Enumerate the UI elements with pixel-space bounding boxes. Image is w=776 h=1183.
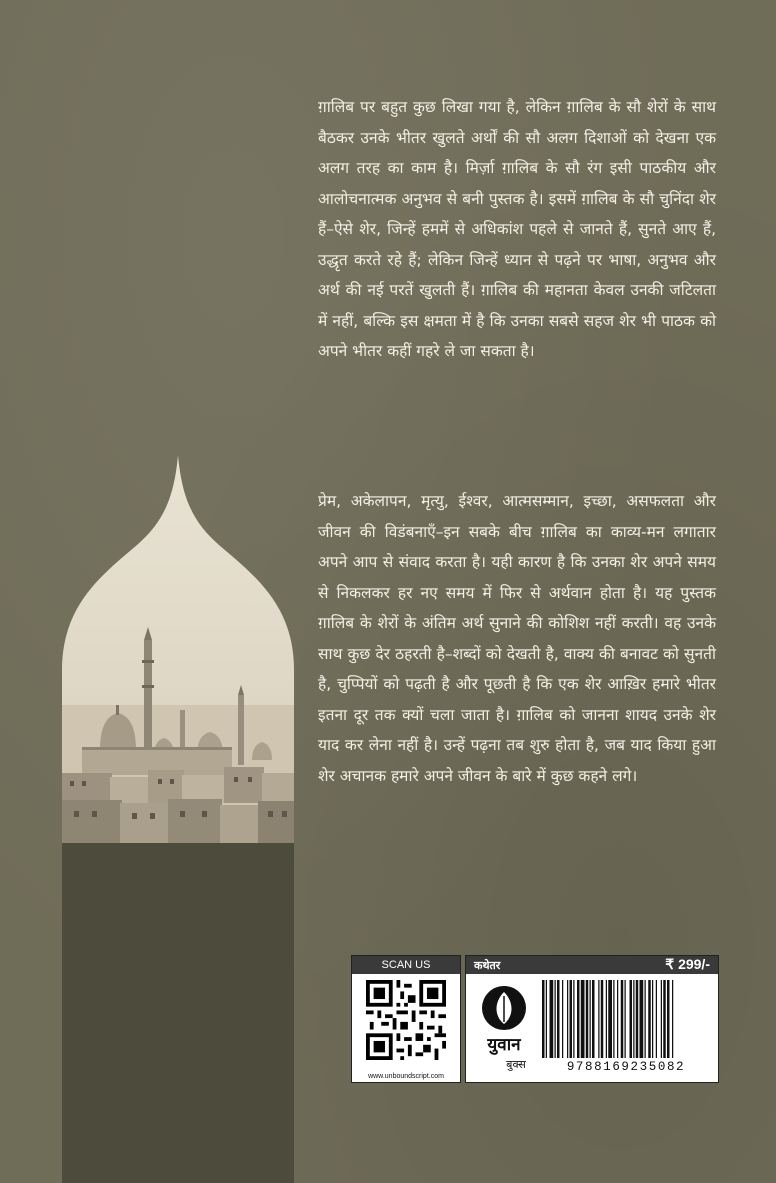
isbn-header <box>466 956 718 974</box>
publisher-logo <box>472 982 536 1078</box>
publisher-subname: बुक्स <box>506 1058 526 1071</box>
qr-code-box <box>351 955 461 1083</box>
isbn-barcode-box <box>465 955 719 1083</box>
qr-code-icon <box>366 980 446 1060</box>
website-url: www.unboundscript.com <box>368 1073 444 1080</box>
price-label: ₹ 299/- <box>665 956 710 972</box>
isbn-number: 9788169235082 <box>566 1060 686 1074</box>
scan-us-label: SCAN US <box>352 956 460 974</box>
barcode-icon <box>540 980 712 1060</box>
arch-city-illustration <box>62 455 294 845</box>
description-paragraph-2: प्रेम, अकेलापन, मृत्यु, ईश्वर, आत्मसम्मान, इच्छा, असफलता और जीवन की विडंबनाएँ–इन सबके बीच ग़ालिब का काव्य-मन लगातार अपने आप से संवाद करता है। यही कारण है कि उनका शेर अपने समय से निकलकर हर नए समय में फिर से अर्थवान होता है। यह पुस्तक ग़ालिब के शेरों के अंतिम अर्थ सुनाने की कोशिश नहीं करती। वह उनके साथ कुछ देर ठहरती है–शब्दों को देखती है, वाक्य की बनावट को सुनती है, चुप्पियों को पढ़ती है और पूछती है कि एक शेर आख़िर हमारे भीतर इतना दूर तक क्यों चला जाता है। ग़ालिब को जानना शायद उनके शेर याद कर लेना नहीं है। उन्हें पढ़ना तब शुरु होता है, जब याद किया हुआ शेर अचानक हमारे अपने जीवन के बारे में कुछ कहने लगे। <box>318 492 716 785</box>
category-label: कथेतर <box>474 960 501 972</box>
arch-pillar <box>62 843 294 1183</box>
description-paragraph-1: ग़ालिब पर बहुत कुछ लिखा गया है, लेकिन ग़ालिब के सौ शेरों के साथ बैठकर उनके भीतर खुलते अर्थों की सौ अलग दिशाओं को देखना एक अलग तरह का काम है। मिर्ज़ा ग़ालिब के सौ रंग इसी पाठकीय और आलोचनात्मक अनुभव से बनी पुस्तक है। इसमें ग़ालिब के सौ चुनिंदा शेर हैं–ऐसे शेर, जिन्हें हममें से अधिकांश पहले से जानते हैं, सुनते आए हैं, उद्धृत करते रहे हैं; लेकिन जिन्हें ध्यान से पढ़ने पर भाषा, अनुभव और अर्थ की नई परतें खुलती हैं। ग़ालिब की महानता केवल उनकी जटिलता में नहीं, बल्कि इस क्षमता में है कि उनका सबसे सहज शेर भी पाठक को अपने भीतर कहीं गहरे ले जा सकता है। <box>318 98 716 360</box>
publisher-name: युवान <box>487 1035 521 1055</box>
